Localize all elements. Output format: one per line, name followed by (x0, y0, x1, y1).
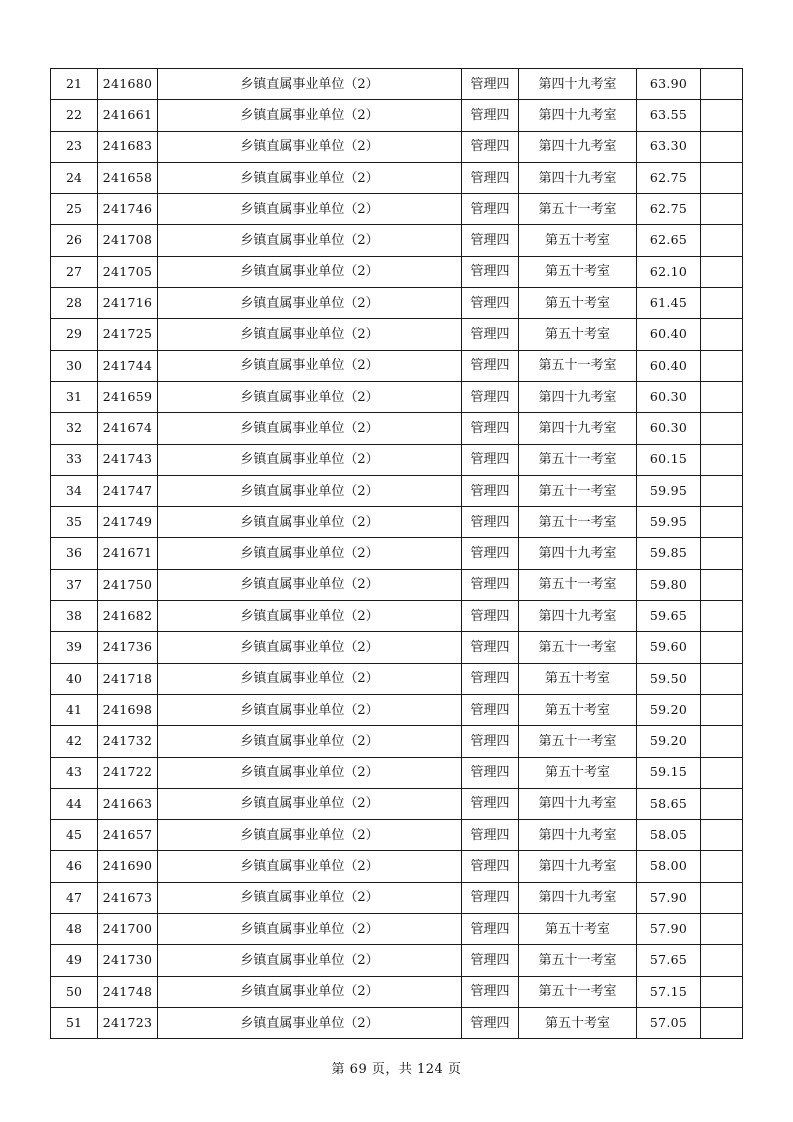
remark-cell (701, 100, 743, 131)
table-row (51, 726, 743, 757)
score-cell: 63.90 (637, 69, 701, 100)
table-row (51, 256, 743, 287)
score-cell: 63.55 (637, 100, 701, 131)
room-cell: 第四十九考室 (519, 162, 637, 193)
room-cell: 第五十一考室 (519, 475, 637, 506)
score-cell: 60.30 (637, 413, 701, 444)
table-row (51, 1007, 743, 1038)
remark-cell (701, 288, 743, 319)
exam-id-cell: 241749 (98, 507, 158, 538)
seq-cell: 38 (51, 601, 98, 632)
room-cell: 第五十考室 (519, 256, 637, 287)
post-cell: 管理四 (462, 851, 519, 882)
exam-id-cell: 241682 (98, 601, 158, 632)
remark-cell (701, 256, 743, 287)
exam-id-cell: 241708 (98, 225, 158, 256)
exam-id-cell: 241671 (98, 538, 158, 569)
table-row (51, 131, 743, 162)
unit-cell: 乡镇直属事业单位（2） (158, 851, 462, 882)
room-cell: 第五十考室 (519, 757, 637, 788)
post-cell: 管理四 (462, 694, 519, 725)
remark-cell (701, 444, 743, 475)
table-row (51, 632, 743, 663)
table-row (51, 444, 743, 475)
post-cell: 管理四 (462, 663, 519, 694)
table-row (51, 194, 743, 225)
unit-cell: 乡镇直属事业单位（2） (158, 350, 462, 381)
unit-cell: 乡镇直属事业单位（2） (158, 256, 462, 287)
remark-cell (701, 507, 743, 538)
post-cell: 管理四 (462, 194, 519, 225)
score-cell: 57.90 (637, 882, 701, 913)
post-cell: 管理四 (462, 413, 519, 444)
unit-cell: 乡镇直属事业单位（2） (158, 194, 462, 225)
exam-id-cell: 241732 (98, 726, 158, 757)
unit-cell: 乡镇直属事业单位（2） (158, 976, 462, 1007)
room-cell: 第五十考室 (519, 914, 637, 945)
post-cell: 管理四 (462, 726, 519, 757)
room-cell: 第四十九考室 (519, 538, 637, 569)
post-cell: 管理四 (462, 475, 519, 506)
table-row (51, 788, 743, 819)
remark-cell (701, 757, 743, 788)
room-cell: 第五十一考室 (519, 632, 637, 663)
score-cell: 60.40 (637, 350, 701, 381)
post-cell: 管理四 (462, 569, 519, 600)
table-row (51, 288, 743, 319)
score-cell: 62.75 (637, 194, 701, 225)
room-cell: 第五十考室 (519, 1007, 637, 1038)
seq-cell: 46 (51, 851, 98, 882)
remark-cell (701, 381, 743, 412)
room-cell: 第四十九考室 (519, 131, 637, 162)
post-cell: 管理四 (462, 350, 519, 381)
remark-cell (701, 882, 743, 913)
score-cell: 61.45 (637, 288, 701, 319)
score-cell: 59.65 (637, 601, 701, 632)
seq-cell: 22 (51, 100, 98, 131)
exam-id-cell: 241744 (98, 350, 158, 381)
remark-cell (701, 162, 743, 193)
seq-cell: 32 (51, 413, 98, 444)
exam-id-cell: 241705 (98, 256, 158, 287)
room-cell: 第五十考室 (519, 694, 637, 725)
score-cell: 62.10 (637, 256, 701, 287)
score-cell: 59.60 (637, 632, 701, 663)
table-row (51, 350, 743, 381)
post-cell: 管理四 (462, 914, 519, 945)
exam-id-cell: 241657 (98, 820, 158, 851)
seq-cell: 25 (51, 194, 98, 225)
table-row (51, 69, 743, 100)
exam-id-cell: 241743 (98, 444, 158, 475)
unit-cell: 乡镇直属事业单位（2） (158, 601, 462, 632)
seq-cell: 40 (51, 663, 98, 694)
post-cell: 管理四 (462, 1007, 519, 1038)
seq-cell: 43 (51, 757, 98, 788)
unit-cell: 乡镇直属事业单位（2） (158, 663, 462, 694)
exam-id-cell: 241716 (98, 288, 158, 319)
unit-cell: 乡镇直属事业单位（2） (158, 726, 462, 757)
post-cell: 管理四 (462, 757, 519, 788)
score-cell: 59.95 (637, 475, 701, 506)
room-cell: 第五十一考室 (519, 444, 637, 475)
room-cell: 第五十一考室 (519, 976, 637, 1007)
seq-cell: 28 (51, 288, 98, 319)
table-body (51, 69, 743, 1039)
remark-cell (701, 319, 743, 350)
remark-cell (701, 851, 743, 882)
unit-cell: 乡镇直属事业单位（2） (158, 569, 462, 600)
table-row (51, 882, 743, 913)
room-cell: 第五十一考室 (519, 350, 637, 381)
unit-cell: 乡镇直属事业单位（2） (158, 914, 462, 945)
table-row (51, 914, 743, 945)
post-cell: 管理四 (462, 444, 519, 475)
remark-cell (701, 601, 743, 632)
remark-cell (701, 569, 743, 600)
unit-cell: 乡镇直属事业单位（2） (158, 757, 462, 788)
seq-cell: 29 (51, 319, 98, 350)
seq-cell: 39 (51, 632, 98, 663)
room-cell: 第五十一考室 (519, 194, 637, 225)
seq-cell: 42 (51, 726, 98, 757)
unit-cell: 乡镇直属事业单位（2） (158, 538, 462, 569)
post-cell: 管理四 (462, 381, 519, 412)
table-row (51, 507, 743, 538)
seq-cell: 44 (51, 788, 98, 819)
unit-cell: 乡镇直属事业单位（2） (158, 788, 462, 819)
score-cell: 59.95 (637, 507, 701, 538)
unit-cell: 乡镇直属事业单位（2） (158, 413, 462, 444)
seq-cell: 27 (51, 256, 98, 287)
score-cell: 60.15 (637, 444, 701, 475)
score-cell: 59.80 (637, 569, 701, 600)
table-row (51, 225, 743, 256)
remark-cell (701, 694, 743, 725)
exam-id-cell: 241722 (98, 757, 158, 788)
score-cell: 59.15 (637, 757, 701, 788)
room-cell: 第四十九考室 (519, 100, 637, 131)
remark-cell (701, 945, 743, 976)
room-cell: 第五十一考室 (519, 726, 637, 757)
exam-id-cell: 241698 (98, 694, 158, 725)
unit-cell: 乡镇直属事业单位（2） (158, 162, 462, 193)
table-row (51, 820, 743, 851)
remark-cell (701, 413, 743, 444)
post-cell: 管理四 (462, 538, 519, 569)
exam-id-cell: 241723 (98, 1007, 158, 1038)
post-cell: 管理四 (462, 882, 519, 913)
room-cell: 第五十考室 (519, 225, 637, 256)
score-cell: 62.75 (637, 162, 701, 193)
remark-cell (701, 194, 743, 225)
remark-cell (701, 976, 743, 1007)
exam-id-cell: 241674 (98, 413, 158, 444)
remark-cell (701, 225, 743, 256)
exam-id-cell: 241690 (98, 851, 158, 882)
post-cell: 管理四 (462, 256, 519, 287)
unit-cell: 乡镇直属事业单位（2） (158, 1007, 462, 1038)
room-cell: 第四十九考室 (519, 788, 637, 819)
remark-cell (701, 788, 743, 819)
remark-cell (701, 820, 743, 851)
room-cell: 第五十一考室 (519, 507, 637, 538)
score-cell: 59.20 (637, 726, 701, 757)
seq-cell: 50 (51, 976, 98, 1007)
seq-cell: 41 (51, 694, 98, 725)
exam-id-cell: 241659 (98, 381, 158, 412)
post-cell: 管理四 (462, 162, 519, 193)
score-cell: 58.00 (637, 851, 701, 882)
exam-id-cell: 241673 (98, 882, 158, 913)
unit-cell: 乡镇直属事业单位（2） (158, 507, 462, 538)
seq-cell: 47 (51, 882, 98, 913)
exam-id-cell: 241700 (98, 914, 158, 945)
unit-cell: 乡镇直属事业单位（2） (158, 100, 462, 131)
unit-cell: 乡镇直属事业单位（2） (158, 882, 462, 913)
score-cell: 59.50 (637, 663, 701, 694)
score-cell: 60.30 (637, 381, 701, 412)
table-row (51, 945, 743, 976)
exam-id-cell: 241661 (98, 100, 158, 131)
post-cell: 管理四 (462, 820, 519, 851)
post-cell: 管理四 (462, 945, 519, 976)
room-cell: 第五十一考室 (519, 945, 637, 976)
room-cell: 第四十九考室 (519, 381, 637, 412)
seq-cell: 34 (51, 475, 98, 506)
seq-cell: 49 (51, 945, 98, 976)
seq-cell: 35 (51, 507, 98, 538)
seq-cell: 45 (51, 820, 98, 851)
room-cell: 第四十九考室 (519, 413, 637, 444)
exam-id-cell: 241658 (98, 162, 158, 193)
seq-cell: 23 (51, 131, 98, 162)
score-cell: 58.05 (637, 820, 701, 851)
room-cell: 第四十九考室 (519, 601, 637, 632)
seq-cell: 26 (51, 225, 98, 256)
seq-cell: 33 (51, 444, 98, 475)
remark-cell (701, 663, 743, 694)
score-cell: 58.65 (637, 788, 701, 819)
remark-cell (701, 1007, 743, 1038)
score-cell: 59.85 (637, 538, 701, 569)
post-cell: 管理四 (462, 507, 519, 538)
room-cell: 第四十九考室 (519, 820, 637, 851)
remark-cell (701, 131, 743, 162)
unit-cell: 乡镇直属事业单位（2） (158, 288, 462, 319)
post-cell: 管理四 (462, 225, 519, 256)
post-cell: 管理四 (462, 788, 519, 819)
room-cell: 第四十九考室 (519, 851, 637, 882)
post-cell: 管理四 (462, 100, 519, 131)
seq-cell: 48 (51, 914, 98, 945)
score-table (50, 68, 743, 1039)
exam-id-cell: 241725 (98, 319, 158, 350)
post-cell: 管理四 (462, 131, 519, 162)
table-row (51, 757, 743, 788)
exam-id-cell: 241718 (98, 663, 158, 694)
score-cell: 57.90 (637, 914, 701, 945)
seq-cell: 31 (51, 381, 98, 412)
exam-id-cell: 241730 (98, 945, 158, 976)
unit-cell: 乡镇直属事业单位（2） (158, 632, 462, 663)
post-cell: 管理四 (462, 632, 519, 663)
table-row (51, 851, 743, 882)
score-cell: 62.65 (637, 225, 701, 256)
exam-id-cell: 241680 (98, 69, 158, 100)
seq-cell: 51 (51, 1007, 98, 1038)
remark-cell (701, 726, 743, 757)
room-cell: 第五十考室 (519, 319, 637, 350)
score-cell: 57.15 (637, 976, 701, 1007)
room-cell: 第四十九考室 (519, 69, 637, 100)
remark-cell (701, 69, 743, 100)
table-row (51, 475, 743, 506)
unit-cell: 乡镇直属事业单位（2） (158, 694, 462, 725)
unit-cell: 乡镇直属事业单位（2） (158, 820, 462, 851)
score-cell: 59.20 (637, 694, 701, 725)
unit-cell: 乡镇直属事业单位（2） (158, 319, 462, 350)
table-row (51, 694, 743, 725)
table-row (51, 976, 743, 1007)
table-row (51, 601, 743, 632)
post-cell: 管理四 (462, 69, 519, 100)
remark-cell (701, 632, 743, 663)
table-row (51, 569, 743, 600)
remark-cell (701, 538, 743, 569)
exam-id-cell: 241748 (98, 976, 158, 1007)
exam-id-cell: 241736 (98, 632, 158, 663)
table-row (51, 100, 743, 131)
room-cell: 第五十考室 (519, 288, 637, 319)
seq-cell: 36 (51, 538, 98, 569)
room-cell: 第五十考室 (519, 663, 637, 694)
table-row (51, 319, 743, 350)
score-cell: 57.65 (637, 945, 701, 976)
table-row (51, 413, 743, 444)
page-footer: 第 69 页，共 124 页 (331, 1062, 462, 1077)
table-row (51, 162, 743, 193)
unit-cell: 乡镇直属事业单位（2） (158, 444, 462, 475)
seq-cell: 37 (51, 569, 98, 600)
score-cell: 57.05 (637, 1007, 701, 1038)
unit-cell: 乡镇直属事业单位（2） (158, 131, 462, 162)
unit-cell: 乡镇直属事业单位（2） (158, 381, 462, 412)
exam-id-cell: 241746 (98, 194, 158, 225)
post-cell: 管理四 (462, 601, 519, 632)
seq-cell: 24 (51, 162, 98, 193)
exam-id-cell: 241750 (98, 569, 158, 600)
room-cell: 第五十一考室 (519, 569, 637, 600)
remark-cell (701, 475, 743, 506)
table-row (51, 663, 743, 694)
exam-id-cell: 241747 (98, 475, 158, 506)
exam-id-cell: 241683 (98, 131, 158, 162)
post-cell: 管理四 (462, 976, 519, 1007)
post-cell: 管理四 (462, 288, 519, 319)
seq-cell: 30 (51, 350, 98, 381)
unit-cell: 乡镇直属事业单位（2） (158, 945, 462, 976)
remark-cell (701, 350, 743, 381)
post-cell: 管理四 (462, 319, 519, 350)
room-cell: 第四十九考室 (519, 882, 637, 913)
unit-cell: 乡镇直属事业单位（2） (158, 475, 462, 506)
unit-cell: 乡镇直属事业单位（2） (158, 69, 462, 100)
unit-cell: 乡镇直属事业单位（2） (158, 225, 462, 256)
score-cell: 63.30 (637, 131, 701, 162)
table-row (51, 538, 743, 569)
exam-id-cell: 241663 (98, 788, 158, 819)
remark-cell (701, 914, 743, 945)
table-row (51, 381, 743, 412)
seq-cell: 21 (51, 69, 98, 100)
score-cell: 60.40 (637, 319, 701, 350)
